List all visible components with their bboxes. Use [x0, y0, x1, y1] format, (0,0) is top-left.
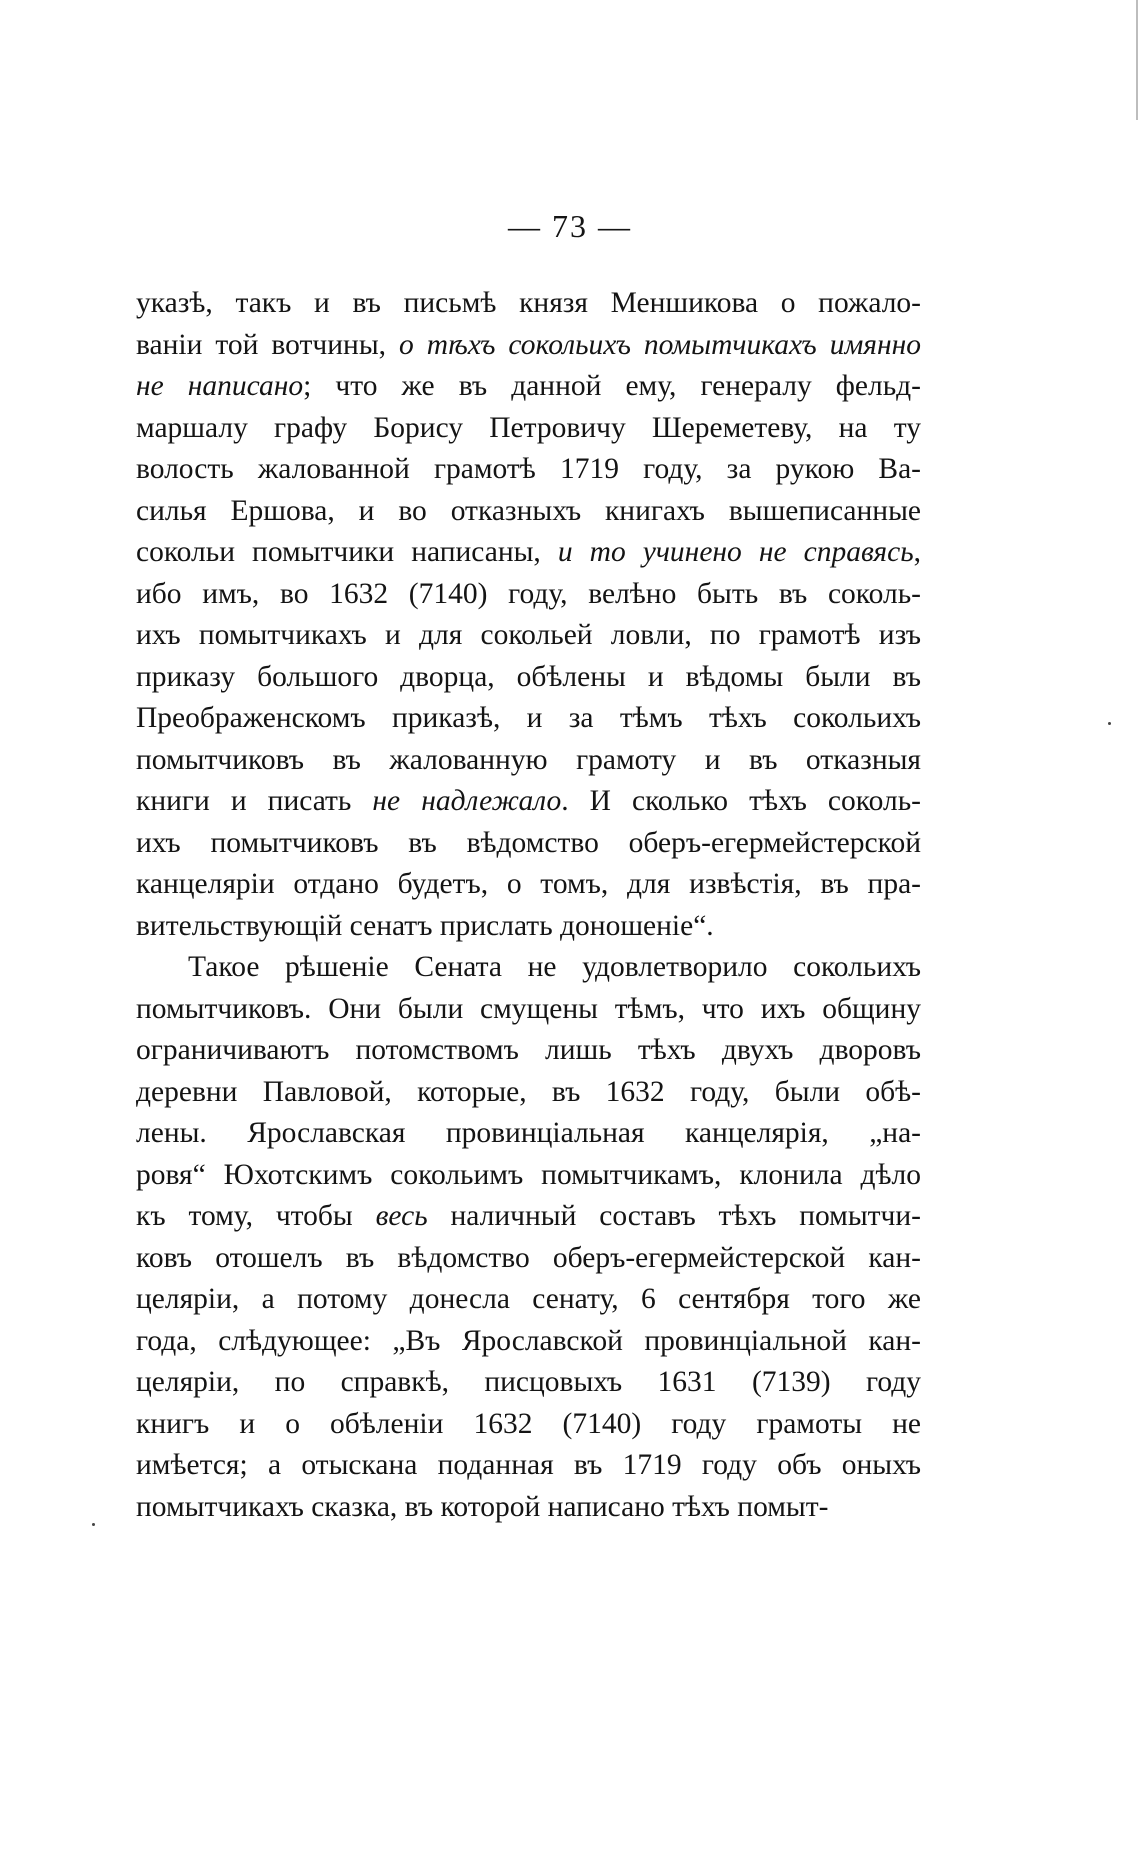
- text-run: ограничиваютъ потомствомъ лишь тѣхъ двухъ дворовъ: [136, 1034, 921, 1066]
- text-line: [136, 1445, 921, 1487]
- text-run: лены. Ярославская провинціальная канцелярія, „на-: [136, 1117, 921, 1149]
- italic-text: весь: [375, 1200, 428, 1232]
- text-line: [136, 325, 921, 367]
- text-line: [136, 615, 921, 657]
- page-edge-mark: [1136, 0, 1138, 120]
- text-line: [136, 740, 921, 782]
- italic-text: не написано: [136, 370, 304, 402]
- text-run: маршалу графу Борису Петровичу Шереметеву, на ту: [136, 411, 921, 444]
- text-line: [136, 1196, 921, 1238]
- text-run: ровя“ Юхотскимъ сокольимъ помытчикамъ, клонила дѣло: [136, 1158, 921, 1191]
- text-line: [136, 989, 921, 1031]
- text-run: ; что же въ данной ему, генералу фельд-: [303, 370, 921, 402]
- text-line: [136, 823, 921, 865]
- text-line: [136, 657, 921, 699]
- text-line: [136, 947, 921, 989]
- paragraph: [136, 283, 921, 947]
- text-run: ихъ помытчиковъ въ вѣдомство оберъ-егермейстерской: [136, 826, 921, 859]
- text-run: деревни Павловой, которые, въ 1632 году, были обѣ-: [136, 1075, 921, 1108]
- text-line: [136, 1072, 921, 1114]
- text-run: силья Ершова, и во отказныхъ книгахъ вышеписанные: [136, 494, 921, 527]
- text-run: указѣ, такъ и въ письмѣ князя Меншикова о пожало-: [136, 287, 921, 319]
- text-run: ,: [913, 536, 921, 568]
- text-run: ковъ отошелъ въ вѣдомство оберъ-егермейстерской кан-: [136, 1241, 921, 1274]
- text-run: приказу большого дворца, обѣлены и вѣдомы были въ: [136, 660, 921, 693]
- text-line: [136, 408, 921, 450]
- italic-text: и то учинено не справясь: [557, 536, 914, 568]
- text-line: [136, 574, 921, 616]
- scan-speck: [1108, 722, 1111, 725]
- text-run: ибо имъ, во 1632 (7140) году, велѣно быть въ соколь-: [136, 577, 921, 610]
- text-run: помытчикахъ сказка, въ которой написано тѣхъ помыт-: [136, 1490, 829, 1523]
- text-run: книги и писать: [136, 785, 373, 817]
- text-run: . И сколько тѣхъ соколь-: [561, 785, 921, 817]
- text-run: целяріи, а потому донесла сенату, 6 сентября того же: [136, 1283, 921, 1315]
- text-line: [136, 1362, 921, 1404]
- text-line: [136, 491, 921, 533]
- text-line: [136, 1487, 921, 1529]
- text-line: [136, 698, 921, 740]
- text-run: года, слѣдующее: „Въ Ярославской провинціальной кан-: [136, 1324, 921, 1357]
- text-run: наличный составъ тѣхъ помытчи-: [427, 1200, 921, 1232]
- page-number: — 73 —: [508, 208, 632, 244]
- text-line: [136, 864, 921, 906]
- italic-text: о тѣхъ сокольихъ помытчикахъ имянно: [399, 328, 922, 361]
- text-run: вительствующій сенатъ прислать доношеніе“.: [136, 909, 714, 942]
- text-line: [136, 906, 921, 948]
- text-run: имѣется; а отыскана поданная въ 1719 году объ оныхъ: [136, 1449, 921, 1481]
- text-run: Преображенскомъ приказѣ, и за тѣмъ тѣхъ сокольихъ: [136, 702, 921, 734]
- text-run: целяріи, по справкѣ, писцовыхъ 1631 (7139) году: [136, 1366, 921, 1398]
- text-line: [136, 1238, 921, 1280]
- text-line: [136, 1279, 921, 1321]
- text-run: ихъ помытчикахъ и для сокольей ловли, по грамотѣ изъ: [136, 619, 921, 651]
- text-line: [136, 449, 921, 491]
- text-run: сокольи помытчики написаны,: [136, 536, 558, 568]
- text-run: помытчиковъ. Они были смущены тѣмъ, что ихъ общину: [136, 992, 921, 1025]
- text-line: [136, 1404, 921, 1446]
- text-line: [136, 532, 921, 574]
- text-line: [136, 781, 921, 823]
- text-run: Такое рѣшеніе Сената не удовлетворило сокольихъ: [188, 951, 921, 983]
- text-run: ваніи той вотчины,: [136, 328, 400, 361]
- text-line: [136, 366, 921, 408]
- italic-text: не надлежало: [372, 785, 562, 817]
- scan-speck: [92, 1523, 95, 1526]
- text-run: книгъ и о обѣленіи 1632 (7140) году грамоты не: [136, 1407, 921, 1440]
- text-line: [136, 1030, 921, 1072]
- text-line: [136, 283, 921, 325]
- text-line: [136, 1113, 921, 1155]
- text-run: канцеляріи отдано будетъ, о томъ, для извѣстія, въ пра-: [136, 868, 921, 900]
- text-line: [136, 1321, 921, 1363]
- text-line: [136, 1155, 921, 1197]
- text-run: волость жалованной грамотѣ 1719 году, за рукою Ва-: [136, 453, 921, 485]
- paragraph: [136, 947, 921, 1528]
- text-run: помытчиковъ въ жалованную грамоту и въ отказныя: [136, 743, 921, 776]
- body-text: [136, 283, 921, 1528]
- text-run: къ тому, чтобы: [136, 1200, 376, 1232]
